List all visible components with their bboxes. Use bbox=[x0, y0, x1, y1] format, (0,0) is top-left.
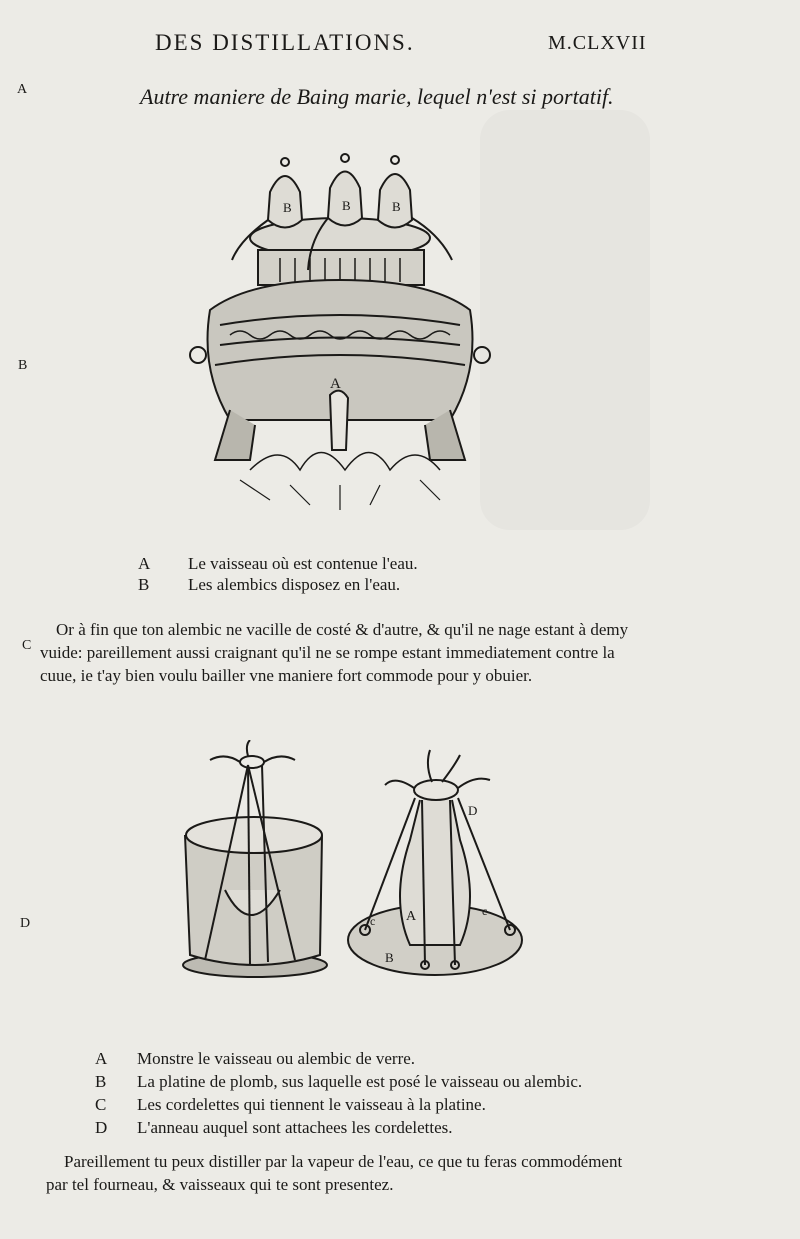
legend-text: Les cordelettes qui tiennent le vaisseau à la platine. bbox=[137, 1094, 486, 1114]
legend-text: Les alembics disposez en l'eau. bbox=[188, 574, 401, 594]
legend-text: Le vaisseau où est contenue l'eau. bbox=[188, 553, 418, 573]
running-header-title: DES DISTILLATIONS. bbox=[155, 30, 415, 55]
legend-key: D bbox=[95, 1117, 108, 1137]
legend-text: L'anneau auquel sont attachees les cordelettes. bbox=[137, 1117, 453, 1137]
paragraph-line: par tel fourneau, & vaisseaux qui te sont presentez. bbox=[46, 1175, 394, 1194]
legend-key: A bbox=[95, 1048, 108, 1068]
legend-row bbox=[95, 1116, 582, 1139]
vessel-cords-illustration bbox=[170, 740, 540, 985]
legend-row bbox=[95, 1093, 582, 1116]
legend-key: C bbox=[95, 1094, 107, 1114]
paragraph-line: cuue, ie t'ay bien voulu bailler vne maniere fort commode pour y obuier. bbox=[40, 666, 533, 685]
figure2-label-a: A bbox=[406, 909, 417, 924]
figure2-label-c-right: c bbox=[482, 904, 488, 918]
figure1-label-b1: B bbox=[283, 200, 292, 215]
paragraph-line: vuide: pareillement aussi craignant qu'il ne se rompe estant immediatement contre la bbox=[40, 643, 615, 662]
paragraph-line: Or à fin que ton alembic ne vacille de costé & d'autre, & qu'il ne nage estant à demy bbox=[56, 620, 629, 639]
bain-marie-illustration bbox=[170, 140, 500, 520]
legend-text: La platine de plomb, sus laquelle est posé le vaisseau ou alembic. bbox=[137, 1071, 583, 1091]
section-subtitle: Autre maniere de Baing marie, lequel n'est si portatif. bbox=[140, 84, 614, 109]
legend-key: B bbox=[95, 1071, 107, 1091]
legend-row bbox=[95, 1047, 582, 1070]
legend-figure1 bbox=[138, 553, 418, 595]
margin-letter-b: B bbox=[18, 358, 28, 373]
legend-key: B bbox=[138, 574, 150, 594]
margin-letter-d: D bbox=[20, 916, 31, 931]
legend-figure2 bbox=[95, 1047, 582, 1139]
paragraph-alembic-stability bbox=[40, 618, 660, 687]
legend-row bbox=[95, 1070, 582, 1093]
figure1-label-b2: B bbox=[342, 198, 351, 213]
figure2-label-d: D bbox=[468, 803, 478, 818]
legend-text: Monstre le vaisseau ou alembic de verre. bbox=[137, 1048, 416, 1068]
folio-number: M.CLXVII bbox=[548, 32, 647, 54]
figure2-label-b: B bbox=[385, 950, 394, 965]
legend-key: A bbox=[138, 553, 151, 573]
margin-letter-a: A bbox=[17, 82, 28, 97]
figure1-label-b3: B bbox=[392, 199, 401, 214]
legend-row bbox=[138, 574, 418, 595]
paragraph-vapour-distillation bbox=[46, 1150, 666, 1196]
paragraph-line: Pareillement tu peux distiller par la vapeur de l'eau, ce que tu feras commodément bbox=[64, 1152, 623, 1171]
figure1-label-a: A bbox=[330, 376, 341, 392]
margin-letter-c: C bbox=[22, 638, 32, 653]
figure2-label-c-left: c bbox=[370, 914, 376, 928]
show-through-shadow bbox=[480, 110, 650, 530]
legend-row bbox=[138, 553, 418, 574]
